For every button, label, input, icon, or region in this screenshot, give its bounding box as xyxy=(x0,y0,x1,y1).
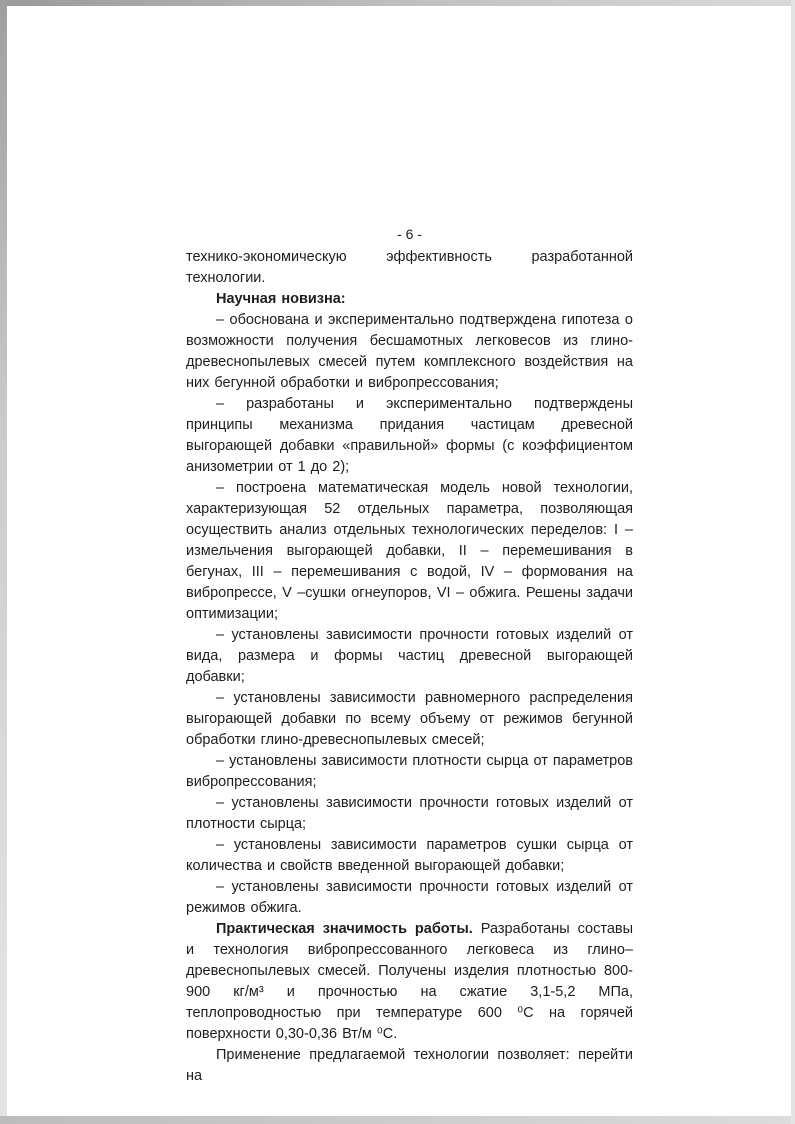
scan-edge-left xyxy=(0,0,7,1124)
novelty-item: – установлены зависимости прочности готовых изделий от плотности сырца; xyxy=(186,795,633,832)
scan-edge-right xyxy=(791,0,795,1124)
novelty-item: – установлены зависимости прочности готовых изделий от режимов обжига. xyxy=(186,879,633,916)
scan-edge-bottom xyxy=(0,1116,795,1124)
practical-lead: Практическая значимость работы. xyxy=(216,921,473,937)
novelty-item: – построена математическая модель новой технологии, характеризующая 52 отдельных параметра, позволяющая осуществить анализ отдельных технологических переделов: I – измельчения выгорающей добавки, II – перемешивания в бегунах, III – перемешивания с водой, IV – формования на вибропрессе, V –сушки огнеупоров, VI – обжига. Решены задачи оптимизации; xyxy=(186,480,633,622)
paragraph-practical xyxy=(186,919,633,1045)
paragraph-intro: технико-экономическую эффективность разработанной технологии. xyxy=(186,249,633,286)
paragraph-closing: Применение предлагаемой технологии позволяет: перейти на xyxy=(186,1047,633,1084)
page-content xyxy=(186,224,633,1087)
novelty-item: – обоснована и экспериментально подтверждена гипотеза о возможности получения бесшамотных легковесов из глино-древеснопылевых смесей путем комплексного воздействия на них бегунной обработки и вибропрессования; xyxy=(186,312,633,391)
novelty-item: – установлены зависимости параметров сушки сырца от количества и свойств введенной выгорающей добавки; xyxy=(186,837,633,874)
section-heading-novelty: Научная новизна: xyxy=(216,291,346,307)
page-number: - 6 - xyxy=(397,226,422,242)
novelty-item: – установлены зависимости плотности сырца от параметров вибропрессования; xyxy=(186,753,633,790)
novelty-item: – разработаны и экспериментально подтверждены принципы механизма придания частицам древесной выгорающей добавки «правильной» формы (с коэффициентом анизометрии от 1 до 2); xyxy=(186,396,633,475)
novelty-item: – установлены зависимости равномерного распределения выгорающей добавки по всему объему от режимов бегунной обработки глино-древеснопылевых смесей; xyxy=(186,690,633,748)
scan-edge-top xyxy=(0,0,795,6)
novelty-item: – установлены зависимости прочности готовых изделий от вида, размера и формы частиц древесной выгорающей добавки; xyxy=(186,627,633,685)
practical-text: Разработаны составы и технология вибропрессованного легковеса из глино–древеснопылевых смесей. Получены изделия плотностью 800-900 кг/м³ и прочностью на сжатие 3,1-5,2 МПа, теплопроводностью при температуре 600 ⁰С на горячей поверхности 0,30-0,36 Вт/м ⁰С. xyxy=(186,921,634,1042)
